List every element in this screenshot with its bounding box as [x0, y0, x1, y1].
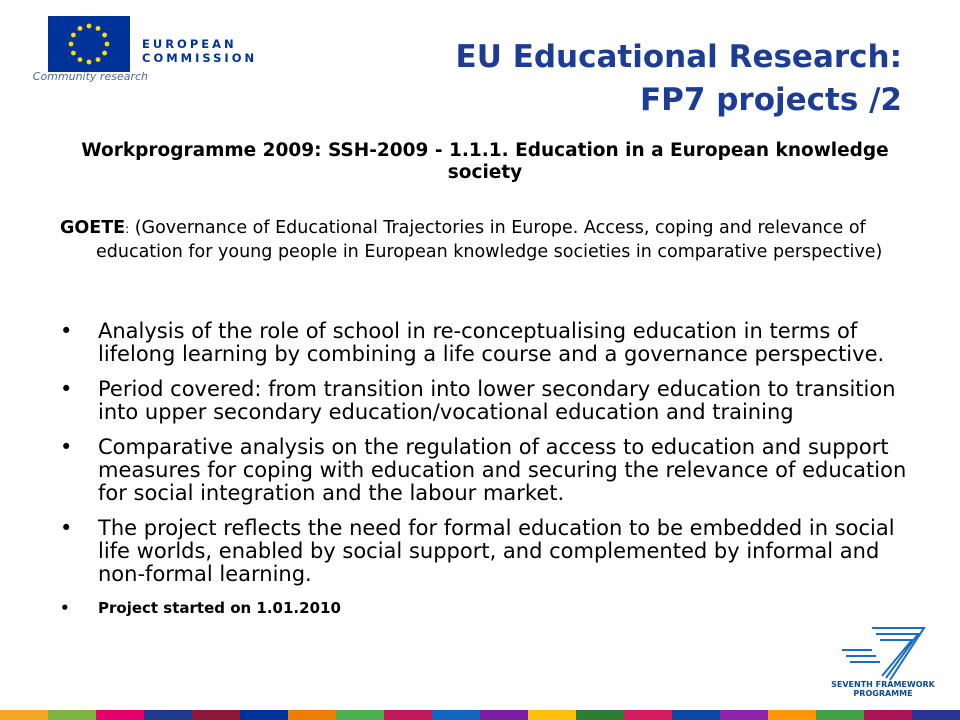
stripe-segment [864, 710, 912, 720]
bullet-dot-icon: • [60, 435, 73, 459]
list-item-text: The project reflects the need for formal education to be embedded in social life worlds, enabled by social support, and complemented by informal and non-formal learning. [98, 516, 895, 586]
stripe-segment [624, 710, 672, 720]
bullet-dot-icon: • [60, 516, 73, 540]
stripe-segment [720, 710, 768, 720]
list-item [60, 436, 920, 505]
list-item-text: Analysis of the role of school in re-conceptualising education in terms of lifelong learning by combining a life course and a governance perspective. [98, 319, 885, 366]
stripe-segment [0, 710, 48, 720]
title-line-2: FP7 projects /2 [639, 82, 902, 118]
stripe-segment [144, 710, 192, 720]
logo-subtitle: Community research [32, 70, 148, 83]
title-line-1: EU Educational Research: [455, 39, 902, 75]
stripe-segment [816, 710, 864, 720]
european-commission-logo [18, 16, 258, 86]
stripe-segment [576, 710, 624, 720]
eu-flag-icon [48, 16, 130, 72]
logo-line-european: EUROPEAN [142, 37, 237, 51]
bullet-dot-icon: • [60, 377, 73, 401]
logo-line-commission: COMMISSION [142, 51, 258, 65]
workprogramme-subtitle: Workprogramme 2009: SSH-2009 - 1.1.1. Education in a European knowledge society [81, 140, 889, 183]
list-item-text: Comparative analysis on the regulation of access to education and support measures for coping with education and securing the relevance of education for social integration and the labour market. [98, 435, 907, 505]
goete-text: (Governance of Educational Trajectories in Europe. Access, coping and relevance of education for young people in European knowledge societies in comparative perspective) [96, 218, 883, 262]
stripe-segment [192, 710, 240, 720]
stripe-segment [288, 710, 336, 720]
stripe-segment [48, 710, 96, 720]
goete-description [60, 217, 920, 264]
stripe-segment [384, 710, 432, 720]
stripe-segment [912, 710, 960, 720]
bullet-list [60, 320, 920, 630]
bullet-dot-icon: • [60, 319, 73, 343]
slide-title [456, 36, 902, 122]
bottom-color-stripe [0, 710, 960, 720]
list-item [60, 378, 920, 424]
list-item-project-start [60, 598, 920, 618]
goete-colon: : [125, 222, 130, 236]
stripe-segment [240, 710, 288, 720]
stripe-segment [96, 710, 144, 720]
list-item [60, 320, 920, 366]
goete-label: GOETE [60, 218, 126, 238]
bullet-dot-icon: • [60, 599, 70, 617]
logo-wordmark [142, 37, 257, 65]
stripe-segment [672, 710, 720, 720]
stripe-segment [768, 710, 816, 720]
stripe-segment [432, 710, 480, 720]
list-item [60, 517, 920, 586]
list-item-text: Project started on 1.01.2010 [98, 599, 341, 617]
fp7-logo-text [828, 680, 938, 698]
fp7-line-2: PROGRAMME [853, 689, 913, 698]
list-item-text: Period covered: from transition into lower secondary education to transition into upper secondary education/vocational education and training [98, 377, 896, 424]
stripe-segment [480, 710, 528, 720]
stripe-segment [336, 710, 384, 720]
stripe-segment [528, 710, 576, 720]
fp7-line-1: SEVENTH FRAMEWORK [831, 680, 935, 689]
